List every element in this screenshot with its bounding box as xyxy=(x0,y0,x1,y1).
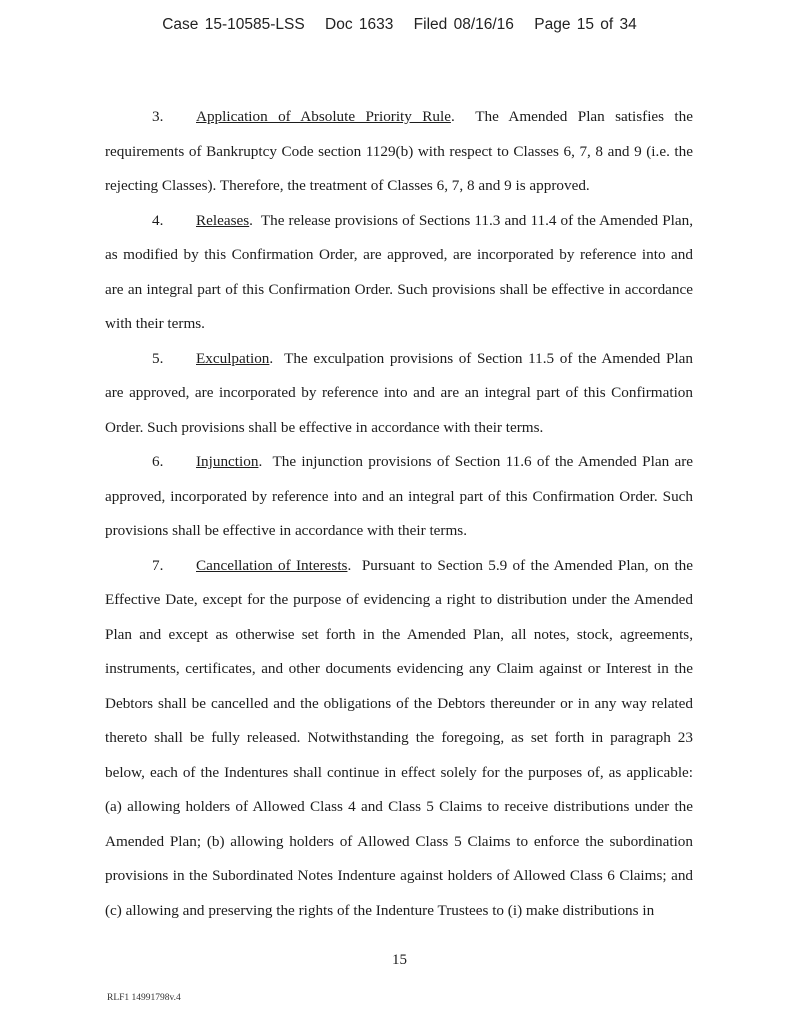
filed-date: Filed 08/16/16 xyxy=(413,16,514,33)
page-of: Page 15 of 34 xyxy=(534,16,637,33)
paragraph-4: 4. Releases. The release provisions of Sections 11.3 and 11.4 of the Amended Plan, as modified by this Confirmation Order, are approved, are incorporated by reference into and are an integral part of this Confirmation Order. Such provisions shall be effective in accordance with their terms. xyxy=(105,204,693,342)
page-number: 15 xyxy=(392,952,407,968)
paragraph-number: 4. xyxy=(152,211,164,229)
paragraph-title: Cancellation of Interests xyxy=(196,556,348,574)
paragraph-5: 5. Exculpation. The exculpation provisions of Section 11.5 of the Amended Plan are approved, are incorporated by reference into and are an integral part of this Confirmation Order. Such provisions shall be effective in accordance with their terms. xyxy=(105,342,693,446)
paragraph-6: 6. Injunction. The injunction provisions of Section 11.6 of the Amended Plan are approved, incorporated by reference into and an integral part of this Confirmation Order. Such provisions shall be effective in accordance with their terms. xyxy=(105,445,693,549)
case-number: Case 15-10585-LSS xyxy=(162,16,305,33)
document-id: RLF1 14991798v.4 xyxy=(107,993,181,1003)
paragraph-number: 7. xyxy=(152,556,164,574)
paragraph-number: 6. xyxy=(152,453,164,470)
paragraph-number: 3. xyxy=(152,108,164,125)
paragraph-title: Injunction xyxy=(196,453,259,470)
case-header xyxy=(0,16,799,34)
paragraph-text: Pursuant to Section 5.9 of the Amended Plan, on the Effective Date, except for the purpose of evidencing a right to distribution under the Amended Plan and except as otherwise set forth in the Amended Plan, all notes, stock, agreements, instruments, certificates, and other documents evidencing any Claim against or Interest in the Debtors shall be cancelled and the obligations of the Debtors thereunder or in any way related thereto shall be fully released. Notwithstanding the foregoing, as set forth in paragraph 23 below, each of the Indentures shall continue in effect solely for the purposes of, as applicable: (a) allowing holders of Allowed Class 4 and Class 5 Claims to receive distributions under the Amended Plan; (b) allowing holders of Allowed Class 5 Claims to enforce the subordination provisions in the Subordinated Notes Indenture against holders of Allowed Class 6 Claims; and (c) allowing and preserving the rights of the Indenture Trustees to (i) make distributions in xyxy=(105,556,694,919)
paragraph-3: 3. Application of Absolute Priority Rule. The Amended Plan satisfies the requirements of Bankruptcy Code section 1129(b) with respect to Classes 6, 7, 8 and 9 (i.e. the rejecting Classes). Therefore, the treatment of Classes 6, 7, 8 and 9 is approved. xyxy=(105,100,693,204)
paragraph-text: The release provisions of Sections 11.3 and 11.4 of the Amended Plan, as modified by this Confirmation Order, are approved, are incorporated by reference into and are an integral part of this Confirmation Order. Such provisions shall be effective in accordance with their terms. xyxy=(105,211,693,332)
paragraph-7: 7. Cancellation of Interests. Pursuant to Section 5.9 of the Amended Plan, on the Effective Date, except for the purpose of evidencing a right to distribution under the Amended Plan and except as otherwise set forth in the Amended Plan, all notes, stock, agreements, instruments, certificates, and other documents evidencing any Claim against or Interest in the Debtors shall be cancelled and the obligations of the Debtors thereunder or in any way related thereto shall be fully released. Notwithstanding the foregoing, as set forth in paragraph 23 below, each of the Indentures shall continue in effect solely for the purposes of, as applicable: (a) allowing holders of Allowed Class 4 and Class 5 Claims to receive distributions under the Amended Plan; (b) allowing holders of Allowed Class 5 Claims to enforce the subordination provisions in the Subordinated Notes Indenture against holders of Allowed Class 6 Claims; and (c) allowing and preserving the rights of the Indenture Trustees to (i) make distributions in xyxy=(105,549,693,929)
paragraph-text: The exculpation provisions of Section 11.5 of the Amended Plan are approved, are incorporated by reference into and are an integral part of this Confirmation Order. Such provisions shall be effective in accordance with their terms. xyxy=(105,349,693,436)
paragraph-text: The injunction provisions of Section 11.6 of the Amended Plan are approved, incorporated by reference into and an integral part of this Confirmation Order. Such provisions shall be effective in accordance with their terms. xyxy=(105,453,693,539)
paragraph-title: Releases xyxy=(196,211,250,229)
paragraph-title: Exculpation xyxy=(196,349,270,367)
paragraph-text: The Amended Plan satisfies the requirements of Bankruptcy Code section 1129(b) with respect to Classes 6, 7, 8 and 9 (i.e. the rejecting Classes). Therefore, the treatment of Classes 6, 7, 8 and 9 is approved. xyxy=(105,108,693,194)
paragraph-number: 5. xyxy=(152,349,164,367)
paragraph-title: Application of Absolute Priority Rule xyxy=(196,108,451,125)
doc-number: Doc 1633 xyxy=(325,16,394,33)
document-body xyxy=(105,100,693,928)
